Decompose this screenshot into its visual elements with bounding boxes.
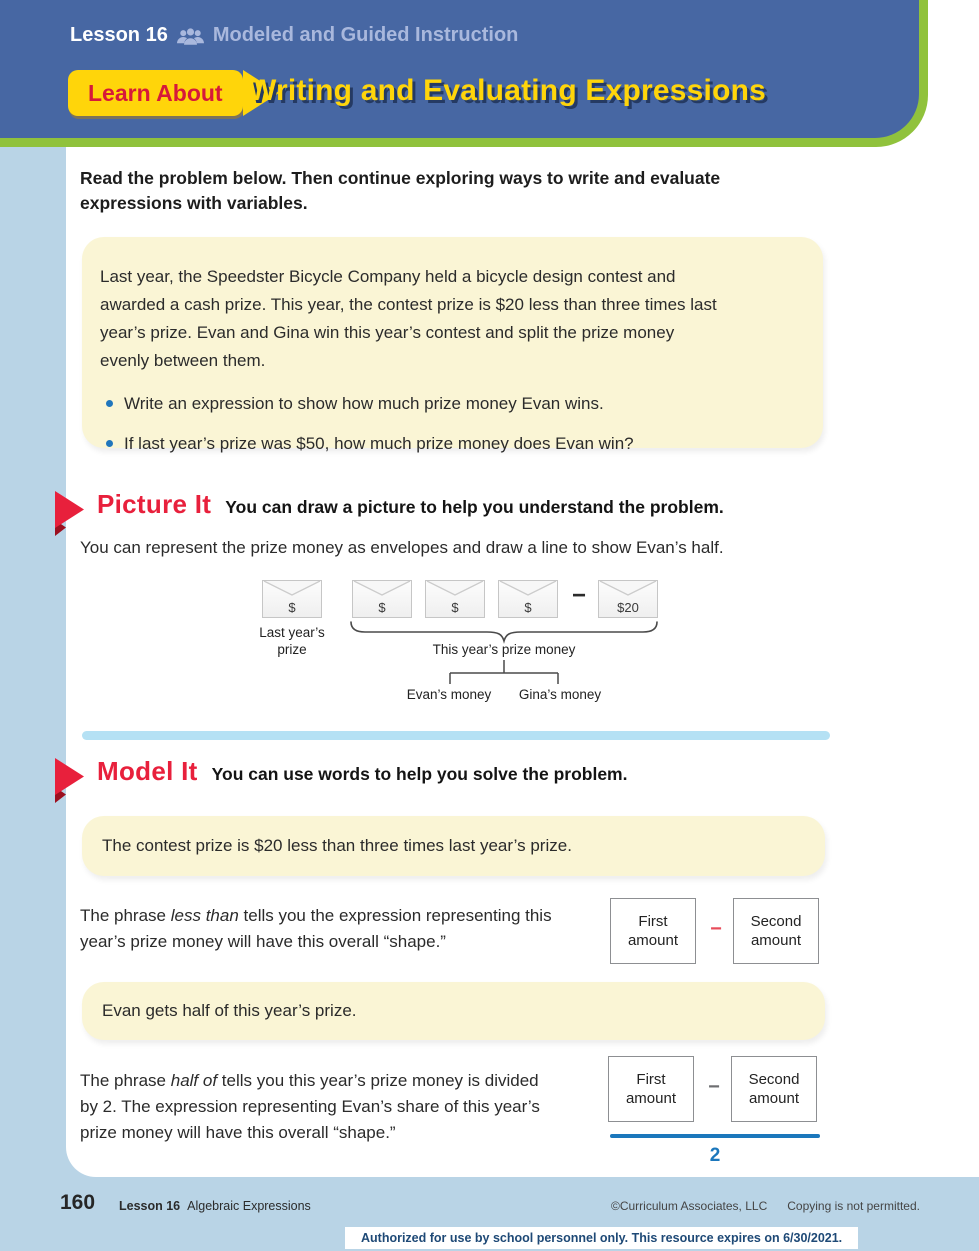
footer-lesson-ref [119, 1199, 311, 1213]
model-it-heading: Model It [97, 756, 198, 786]
envelope-label: $ [288, 600, 296, 615]
copyright-line [611, 1199, 920, 1213]
picture-it-subheading: You can draw a picture to help you understand the problem. [225, 497, 724, 517]
envelope [498, 580, 558, 618]
minus-sign: − [571, 582, 586, 609]
italic-phrase: less than [170, 906, 239, 925]
fraction-bar [610, 1134, 820, 1138]
evan-money-label: Evan’s money [406, 687, 492, 702]
bullet-text: If last year’s prize was $50, how much prize money does Evan win? [124, 434, 634, 453]
envelope-flap-icon [426, 581, 484, 597]
copyright-text: ©Curriculum Associates, LLC [611, 1199, 768, 1213]
authorization-notice: Authorized for use by school personnel only. This resource expires on 6/30/2021. [345, 1227, 858, 1249]
this-year-label: This year’s prize money [432, 642, 576, 657]
first-amount-box: First amount [610, 898, 696, 964]
envelope [262, 580, 322, 618]
lesson-header [0, 0, 919, 138]
envelope-flap-icon [599, 581, 657, 597]
envelope-label: $ [524, 600, 532, 615]
bullet-text: Write an expression to show how much prize money Evan wins. [124, 394, 604, 413]
envelope-flap-icon [263, 581, 321, 597]
envelope-flap-icon [499, 581, 557, 597]
quote-box: Evan gets half of this year’s prize. [82, 982, 825, 1040]
problem-paragraph: Last year, the Speedster Bicycle Company held a bicycle design contest and awarded a cash prize. This year, the contest prize is $20 less than three times last year’s prize. Evan and Gina win this year’s contest and split the prize money evenly between them. [100, 267, 717, 370]
envelope [598, 580, 658, 618]
section-arrow-icon [55, 490, 85, 537]
envelope-label: $20 [617, 600, 639, 615]
italic-phrase: half of [170, 1071, 218, 1090]
second-amount-box: Second amount [733, 898, 819, 964]
second-amount-box: Second amount [731, 1056, 817, 1122]
paragraph-text: tells you the expression representing this year’s prize money will have this overall “shape.” [80, 906, 552, 951]
model-it-subheading: You can use words to help you solve the problem. [211, 764, 628, 784]
envelope [352, 580, 412, 618]
denominator: 2 [709, 1145, 721, 1166]
quote-box: The contest prize is $20 less than three times last year’s prize. [82, 816, 825, 876]
instruction-type-label: Modeled and Guided Instruction [212, 24, 519, 46]
problem-box [82, 237, 823, 453]
lesson-number-label: Lesson 16 [70, 24, 168, 46]
picture-it-heading-row [97, 489, 724, 520]
lesson-line [70, 24, 518, 47]
footer-lesson-label: Lesson 16 [119, 1199, 181, 1213]
section-divider [82, 731, 830, 740]
envelope [425, 580, 485, 618]
paragraph-text: The phrase [80, 906, 166, 925]
students-group-icon [177, 27, 204, 47]
less-than-paragraph [80, 903, 590, 955]
first-amount-box: First amount [608, 1056, 694, 1122]
last-year-label: Last year’s prize [259, 625, 325, 657]
minus-sign: − [710, 918, 722, 940]
paragraph-text: The phrase [80, 1071, 166, 1090]
list-item [106, 432, 789, 455]
envelope-label: $ [378, 600, 386, 615]
picture-it-heading: Picture It [97, 489, 212, 519]
envelope-diagram [230, 578, 710, 710]
envelope-flap-icon [353, 581, 411, 597]
paragraph-text: tells you this year’s prize money is divided by 2. The expression representing Evan’s share of this year’s prize money will have this overall “shape.” [80, 1071, 540, 1142]
page-title: Writing and Evaluating Expressions [248, 74, 767, 107]
model-it-heading-row [97, 756, 627, 787]
page-number: 160 [60, 1191, 96, 1214]
half-of-paragraph [80, 1068, 558, 1146]
intro-text: Read the problem below. Then continue exploring ways to write and evaluate expressions with variables. [80, 168, 721, 213]
envelope-label: $ [451, 600, 459, 615]
split-bracket [448, 660, 560, 684]
list-item [106, 392, 789, 415]
minus-sign: − [708, 1076, 720, 1098]
bullet-icon [106, 400, 113, 407]
gina-money-label: Gina’s money [518, 687, 602, 702]
section-arrow-icon [55, 757, 85, 804]
bullet-icon [106, 440, 113, 447]
copy-notice: Copying is not permitted. [787, 1199, 920, 1213]
picture-it-description: You can represent the prize money as envelopes and draw a line to show Evan’s half. [80, 538, 724, 557]
learn-about-label: Learn About [88, 79, 223, 106]
learn-about-badge [68, 70, 243, 116]
header-frame [0, 0, 928, 147]
footer-lesson-title: Algebraic Expressions [187, 1199, 311, 1213]
